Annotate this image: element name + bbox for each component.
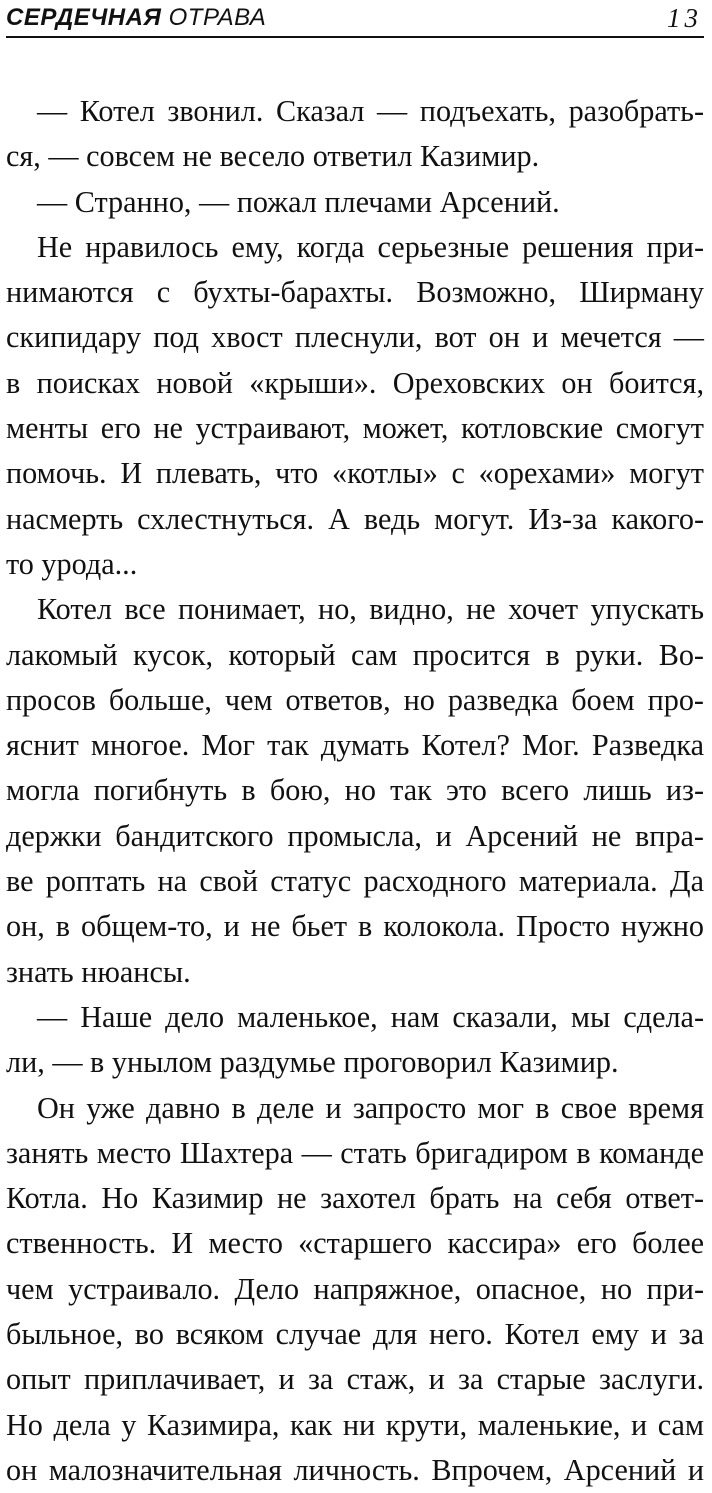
text-line: — Странно, — пожал плечами Арсений. [37,184,560,219]
text-line: ся, — совсем не весело ответил Казимир. [6,139,540,174]
text-line: помочь. И плевать, что «котлы» с «орехами» могут [6,456,704,491]
text-line: Котел все понимает, но, видно, не хочет упускать [37,592,704,627]
text-line: нимаются с бухты-барахты. Возможно, Ширману [6,275,704,310]
text-line: то урода... [6,546,138,581]
text-line: знать нюансы. [6,954,191,989]
text-line: лакомый кусок, который сам просится в руки. Во- [6,637,704,672]
text-line: в поисках новой «крыши». Ореховских он боится, [6,365,704,400]
text-line: — Котел звонил. Сказал — подъехать, разобрать- [37,94,704,128]
text-line: ве роптать на свой статус расходного материала. Да [6,864,704,899]
text-line: держки бандитского промысла, и Арсений не впра- [6,818,704,853]
text-line: Но дела у Казимира, как ни крути, маленькие, и сам [6,1407,704,1442]
text-line: он, в общем-то, и не бьет в колокола. Просто нужно [6,909,704,944]
book-title-bold: СЕРДЕЧНАЯ [6,4,162,31]
text-line: просов больше, чем ответов, но разведка боем про- [6,682,704,717]
text-line: опыт приплачивает, и за стаж, и за старые заслуги. [6,1362,704,1397]
text-line: занять место Шахтера — стать бригадиром в команде [6,1135,704,1170]
running-head [6,0,704,38]
text-line: скипидару под хвост плеснули, вот он и мечется — [6,320,704,355]
text-line: яснит многое. Мог так думать Котел? Мог. Разведка [6,728,704,763]
text-line: Он уже давно в деле и запросто мог в свое время [37,1090,704,1125]
text-line: чем устраивало. Дело напряжное, опасное, но при- [6,1271,704,1306]
text-line: — Наше дело маленькое, нам сказали, мы сдела- [37,999,704,1034]
text-body [6,89,704,1493]
text-line: он малозначительная личность. Впрочем, Арсений и [6,1452,704,1487]
text-line: ственность. И место «старшего кассира» его более [6,1226,704,1261]
book-title-rest: ОТРАВА [168,4,267,31]
text-line: Не нравилось ему, когда серьезные решения при- [37,229,704,264]
book-title [6,3,266,33]
text-line: ли, — в унылом раздумье проговорил Казимир. [6,1045,619,1080]
text-line: могла погибнуть в бою, но так это всего лишь из- [6,773,704,808]
text-line: Котла. Но Казимир не захотел брать на себя ответ- [6,1181,704,1216]
page-number: 13 [667,3,702,33]
text-line: менты его не устраивают, может, котловские смогут [6,411,704,446]
text-line: быльное, во всяком случае для него. Котел ему и за [6,1317,704,1352]
text-line: насмерть схлестнуться. А ведь могут. Из-за какого- [6,501,704,536]
